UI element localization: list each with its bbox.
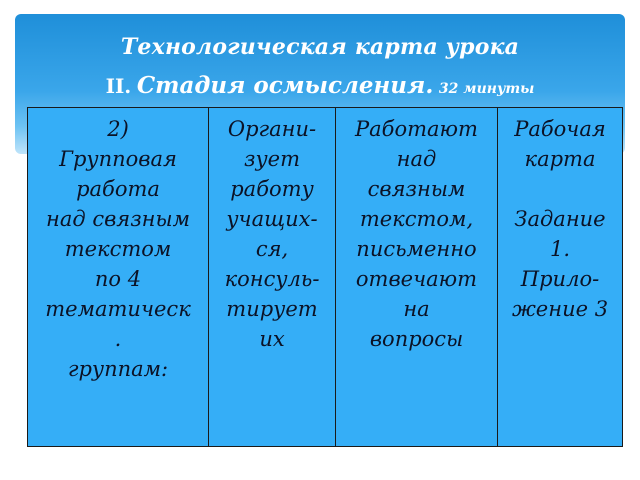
cell-line: 1. [549,237,571,261]
cell-line: Групповая [59,147,177,171]
cell-activity [28,108,209,446]
cell-line: текстом [64,237,172,261]
cell-line: зует [244,147,300,171]
cell-line: на [403,297,430,321]
cell-line: Рабочая [514,117,606,141]
cell-line: жение 3 [511,297,609,321]
cell-line: письменно [356,237,477,261]
cell-line: тематическ [45,297,191,321]
cell-line: работа [76,177,160,201]
stage-subtitle [0,72,640,99]
cell-line: вопросы [369,327,464,351]
cell-materials [498,108,622,446]
page-title: Технологическая карта урока [120,34,520,60]
cell-line: их [259,327,285,351]
cell-line: по 4 [94,267,142,291]
stage-duration: 32 минуты [438,81,535,97]
cell-line: работу [230,177,314,201]
cell-line: Органи- [227,117,317,141]
cell-student-action [336,108,498,446]
cell-line: консуль- [224,267,320,291]
cell-line: над [396,147,437,171]
cell-line: отвечают [355,267,478,291]
cell-line: ся, [255,237,289,261]
cell-line: тирует [226,297,318,321]
cell-spacer [498,174,622,204]
cell-teacher-action [209,108,336,446]
cell-line: Работают [355,117,478,141]
cell-line: карта [524,147,596,171]
cell-line: учащих- [226,207,318,231]
lesson-table [27,107,623,447]
stage-number: II. [105,74,132,98]
cell-line: текстом, [359,207,474,231]
cell-line: над связным [45,207,191,231]
cell-line: группам: [67,357,169,381]
stage-name: Стадия осмысления. [136,72,434,99]
cell-line: . [114,327,122,351]
cell-line: Прило- [520,267,600,291]
cell-line: Задание [514,207,606,231]
cell-line: связным [367,177,466,201]
cell-line: 2) [107,117,129,141]
